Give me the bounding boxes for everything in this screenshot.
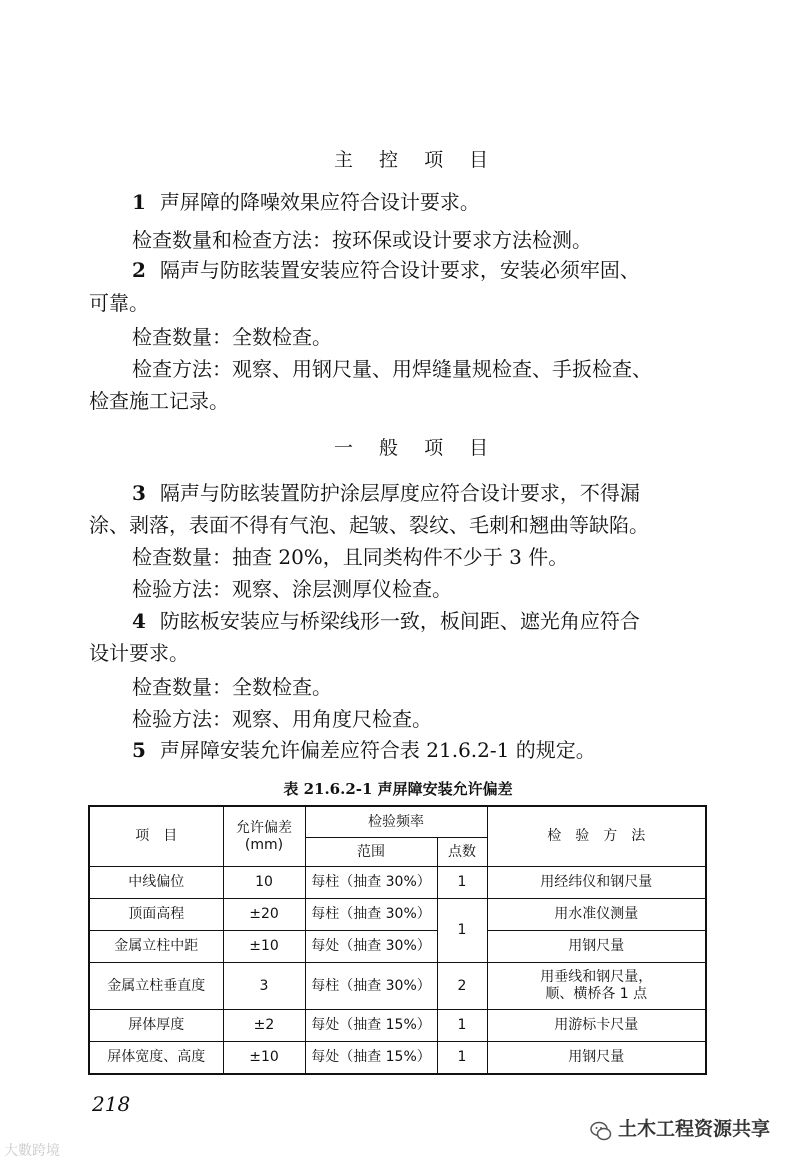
clause-2-cont: 可靠。 — [89, 291, 149, 315]
clause-4-method: 检验方法：观察、用角度尺检查。 — [132, 707, 432, 731]
clause-text: 防眩板安装应与桥梁线形一致，板间距、遮光角应符合 — [159, 609, 640, 633]
cell-scope: 每柱（抽查 30%） — [305, 963, 437, 1010]
cell-item: 中线偏位 — [89, 867, 223, 899]
cell-item: 顶面高程 — [89, 899, 223, 931]
cell-item: 屏体宽度、高度 — [89, 1042, 223, 1075]
cell-scope: 每柱（抽查 30%） — [305, 867, 437, 899]
cell-item: 屏体厚度 — [89, 1010, 223, 1042]
clause-2-quantity: 检查数量：全数检查。 — [132, 325, 332, 349]
header-scope: 范围 — [305, 838, 437, 867]
cell-method: 用游标卡尺量 — [487, 1010, 706, 1042]
cell-method: 用水准仪测量 — [487, 899, 706, 931]
table-row — [89, 963, 706, 1010]
header-points: 点数 — [437, 838, 487, 867]
cell-tolerance: ±10 — [223, 1042, 305, 1075]
table-header-row — [89, 806, 706, 838]
tolerance-table — [88, 805, 707, 1075]
watermark-right: 土木工程资源共享 — [618, 1118, 771, 1140]
header-item: 项 目 — [89, 806, 223, 867]
clause-text: 隔声与防眩装置安装应符合设计要求，安装必须牢固、 — [159, 258, 640, 282]
clause-number: 2 — [132, 258, 146, 282]
clause-text: 隔声与防眩装置防护涂层厚度应符合设计要求，不得漏 — [159, 481, 640, 505]
cell-tolerance: 3 — [223, 963, 305, 1010]
header-frequency: 检验频率 — [305, 806, 487, 838]
cell-method-line: 用垂线和钢尺量， — [540, 969, 653, 985]
table-row — [89, 899, 706, 931]
cell-scope: 每处（抽查 15%） — [305, 1010, 437, 1042]
cell-points: 1 — [437, 1010, 487, 1042]
clause-5 — [132, 731, 596, 769]
cell-tolerance: ±10 — [223, 931, 305, 963]
watermark-left: 大數跨境 — [4, 1143, 60, 1159]
cell-method: 用钢尺量 — [487, 931, 706, 963]
cell-points: 1 — [437, 867, 487, 899]
wechat-icon — [590, 1120, 612, 1142]
table-row — [89, 867, 706, 899]
table-row — [89, 1042, 706, 1075]
clause-number: 3 — [132, 481, 146, 505]
cell-method — [487, 963, 706, 1010]
section-heading-main-control: 主 控 项 目 — [334, 149, 499, 171]
cell-scope: 每处（抽查 15%） — [305, 1042, 437, 1075]
cell-item: 金属立柱中距 — [89, 931, 223, 963]
cell-tolerance: ±20 — [223, 899, 305, 931]
clause-2-method-cont: 检查施工记录。 — [89, 389, 229, 413]
cell-item: 金属立柱垂直度 — [89, 963, 223, 1010]
clause-text: 声屏障安装允许偏差应符合表 21.6.2-1 的规定。 — [159, 738, 596, 762]
clause-number: 5 — [132, 738, 146, 762]
clause-4-quantity: 检查数量：全数检查。 — [132, 675, 332, 699]
clause-4 — [132, 602, 640, 640]
header-tolerance-unit: (mm) — [244, 836, 284, 853]
cell-scope: 每柱（抽查 30%） — [305, 899, 437, 931]
clause-2 — [132, 251, 640, 289]
cell-tolerance: ±2 — [223, 1010, 305, 1042]
section-heading-general: 一 般 项 目 — [334, 437, 499, 459]
cell-method-line: 顺、横桥各 1 点 — [545, 986, 648, 1002]
cell-points: 1 — [437, 1042, 487, 1075]
clause-1-check: 检查数量和检查方法：按环保或设计要求方法检测。 — [132, 228, 592, 252]
clause-3-method: 检验方法：观察、涂层测厚仪检查。 — [132, 577, 452, 601]
header-tolerance-label: 允许偏差 — [236, 819, 292, 836]
header-method: 检 验 方 法 — [487, 806, 706, 867]
table-row — [89, 1010, 706, 1042]
cell-method: 用经纬仪和钢尺量 — [487, 867, 706, 899]
clause-number: 4 — [132, 609, 146, 633]
table-caption: 表 21.6.2-1 声屏障安装允许偏差 — [283, 780, 513, 798]
clause-3-cont: 涂、剥落，表面不得有气泡、起皱、裂纹、毛刺和翘曲等缺陷。 — [89, 513, 649, 537]
clause-3-quantity: 检查数量：抽查 20%，且同类构件不少于 3 件。 — [132, 545, 569, 569]
clause-4-cont: 设计要求。 — [89, 641, 189, 665]
cell-points: 1 — [437, 899, 487, 963]
cell-method: 用钢尺量 — [487, 1042, 706, 1075]
cell-points: 2 — [437, 963, 487, 1010]
table-row — [89, 931, 706, 963]
clause-number: 1 — [132, 190, 146, 214]
header-tolerance — [223, 806, 305, 867]
clause-text: 声屏障的降噪效果应符合设计要求。 — [159, 190, 480, 214]
clause-1 — [132, 183, 480, 221]
page-number: 218 — [92, 1092, 131, 1116]
cell-scope: 每处（抽查 30%） — [305, 931, 437, 963]
cell-tolerance: 10 — [223, 867, 305, 899]
clause-2-method: 检查方法：观察、用钢尺量、用焊缝量规检查、手扳检查、 — [132, 357, 652, 381]
